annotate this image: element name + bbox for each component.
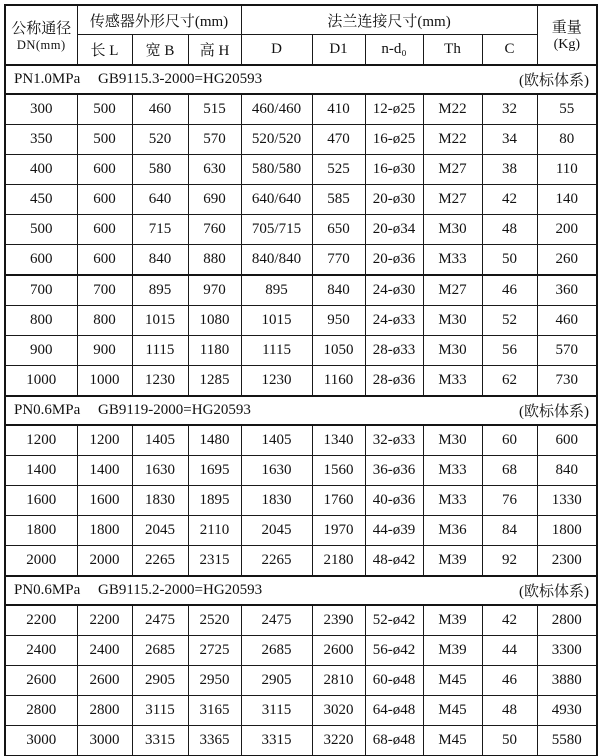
table-cell: 2800 bbox=[537, 605, 597, 636]
table-cell: 2600 bbox=[312, 636, 365, 666]
table-cell: 690 bbox=[188, 185, 241, 215]
table-cell: 1400 bbox=[5, 456, 77, 486]
table-cell: 1050 bbox=[312, 336, 365, 366]
table-cell: 840 bbox=[537, 456, 597, 486]
table-row-dn-3000 bbox=[5, 726, 597, 756]
table-cell: 32 bbox=[482, 94, 537, 125]
table-cell: 2045 bbox=[132, 516, 188, 546]
table-cell: 2905 bbox=[241, 666, 312, 696]
header-weight-unit: (Kg) bbox=[553, 37, 581, 52]
table-cell: M45 bbox=[423, 726, 482, 756]
table-cell: 1330 bbox=[537, 486, 597, 516]
section-header-cell bbox=[5, 576, 597, 605]
table-cell: 62 bbox=[482, 366, 537, 397]
section-header-row bbox=[5, 396, 597, 425]
header-nominal-diameter-label: 公称通径 bbox=[11, 20, 72, 37]
table-cell: 3165 bbox=[188, 696, 241, 726]
table-cell: 895 bbox=[241, 275, 312, 306]
table-cell: 840/840 bbox=[241, 245, 312, 276]
table-cell: 3315 bbox=[241, 726, 312, 756]
table-row-dn-1400 bbox=[5, 456, 597, 486]
table-cell: 1480 bbox=[188, 425, 241, 456]
table-row-dn-2400 bbox=[5, 636, 597, 666]
table-cell: 350 bbox=[5, 125, 77, 155]
table-cell: 3115 bbox=[132, 696, 188, 726]
table-cell: 700 bbox=[77, 275, 132, 306]
table-cell: 48-ø42 bbox=[365, 546, 423, 577]
table-cell: 1405 bbox=[132, 425, 188, 456]
table-cell: 2475 bbox=[241, 605, 312, 636]
table-cell: 1230 bbox=[241, 366, 312, 397]
table-cell: 840 bbox=[132, 245, 188, 276]
table-cell: 1600 bbox=[77, 486, 132, 516]
table-cell: M33 bbox=[423, 245, 482, 276]
table-cell: 1015 bbox=[132, 306, 188, 336]
table-cell: 580/580 bbox=[241, 155, 312, 185]
header-n-d0: n-d₀ bbox=[365, 35, 423, 66]
table-cell: M30 bbox=[423, 306, 482, 336]
table-cell: 600 bbox=[77, 155, 132, 185]
table-row-dn-2200 bbox=[5, 605, 597, 636]
table-cell: M27 bbox=[423, 185, 482, 215]
table-row-dn-500 bbox=[5, 215, 597, 245]
table-cell: 2200 bbox=[5, 605, 77, 636]
table-cell: 3020 bbox=[312, 696, 365, 726]
table-cell: 1405 bbox=[241, 425, 312, 456]
table-cell: M30 bbox=[423, 215, 482, 245]
table-cell: 1000 bbox=[77, 366, 132, 397]
table-cell: 640 bbox=[132, 185, 188, 215]
table-cell: 520/520 bbox=[241, 125, 312, 155]
header-c: C bbox=[482, 35, 537, 66]
table-cell: 400 bbox=[5, 155, 77, 185]
table-cell: 2685 bbox=[132, 636, 188, 666]
section-standard-label: GB9115.3-2000=HG20593 bbox=[98, 71, 263, 87]
table-cell: 40-ø36 bbox=[365, 486, 423, 516]
table-cell: M45 bbox=[423, 666, 482, 696]
table-cell: 20-ø36 bbox=[365, 245, 423, 276]
table-cell: 2390 bbox=[312, 605, 365, 636]
table-header bbox=[5, 5, 597, 65]
table-cell: 570 bbox=[188, 125, 241, 155]
table-cell: 1160 bbox=[312, 366, 365, 397]
table-cell: 705/715 bbox=[241, 215, 312, 245]
table-cell: 460 bbox=[537, 306, 597, 336]
table-cell: M27 bbox=[423, 275, 482, 306]
table-cell: 1115 bbox=[241, 336, 312, 366]
table-row-dn-700 bbox=[5, 275, 597, 306]
table-cell: 46 bbox=[482, 666, 537, 696]
table-cell: 630 bbox=[188, 155, 241, 185]
table-cell: 20-ø30 bbox=[365, 185, 423, 215]
table-cell: 2950 bbox=[188, 666, 241, 696]
table-cell: 3115 bbox=[241, 696, 312, 726]
table-cell: 3300 bbox=[537, 636, 597, 666]
table-row-dn-350 bbox=[5, 125, 597, 155]
table-cell: 2400 bbox=[77, 636, 132, 666]
table-cell: 92 bbox=[482, 546, 537, 577]
table-cell: 2400 bbox=[5, 636, 77, 666]
table-cell: 2810 bbox=[312, 666, 365, 696]
table-cell: M27 bbox=[423, 155, 482, 185]
table-cell: 2110 bbox=[188, 516, 241, 546]
table-cell: 300 bbox=[5, 94, 77, 125]
table-cell: 260 bbox=[537, 245, 597, 276]
table-cell: 16-ø25 bbox=[365, 125, 423, 155]
table-cell: 24-ø30 bbox=[365, 275, 423, 306]
table-cell: 38 bbox=[482, 155, 537, 185]
table-cell: 48 bbox=[482, 696, 537, 726]
table-cell: 56 bbox=[482, 336, 537, 366]
table-cell: M36 bbox=[423, 516, 482, 546]
section-note-label: (欧标体系) bbox=[519, 404, 589, 420]
table-cell: 3000 bbox=[5, 726, 77, 756]
table-cell: 3315 bbox=[132, 726, 188, 756]
table-cell: 500 bbox=[77, 125, 132, 155]
table-cell: 110 bbox=[537, 155, 597, 185]
table-cell: 770 bbox=[312, 245, 365, 276]
table-cell: 1340 bbox=[312, 425, 365, 456]
table-cell: 3000 bbox=[77, 726, 132, 756]
header-row-groups bbox=[5, 5, 597, 35]
table-cell: 34 bbox=[482, 125, 537, 155]
table-cell: 84 bbox=[482, 516, 537, 546]
table-cell: 1285 bbox=[188, 366, 241, 397]
table-cell: 1200 bbox=[77, 425, 132, 456]
header-d: D bbox=[241, 35, 312, 66]
table-cell: 3220 bbox=[312, 726, 365, 756]
table-cell: 895 bbox=[132, 275, 188, 306]
table-cell: 140 bbox=[537, 185, 597, 215]
table-cell: 970 bbox=[188, 275, 241, 306]
table-cell: 60-ø48 bbox=[365, 666, 423, 696]
table-cell: 2200 bbox=[77, 605, 132, 636]
header-length: 长 L bbox=[77, 35, 132, 66]
table-cell: 460 bbox=[132, 94, 188, 125]
table-cell: 1630 bbox=[132, 456, 188, 486]
table-cell: 20-ø34 bbox=[365, 215, 423, 245]
table-row-dn-2800 bbox=[5, 696, 597, 726]
section-pressure-label: PN1.0MPa bbox=[14, 71, 81, 87]
table-cell: 4930 bbox=[537, 696, 597, 726]
table-cell: 2600 bbox=[77, 666, 132, 696]
table-cell: 1800 bbox=[5, 516, 77, 546]
table-cell: 2000 bbox=[5, 546, 77, 577]
table-cell: 515 bbox=[188, 94, 241, 125]
table-cell: 360 bbox=[537, 275, 597, 306]
table-cell: 1200 bbox=[5, 425, 77, 456]
table-cell: 700 bbox=[5, 275, 77, 306]
table-cell: 1800 bbox=[77, 516, 132, 546]
table-cell: 28-ø33 bbox=[365, 336, 423, 366]
table-cell: 880 bbox=[188, 245, 241, 276]
table-cell: 56-ø42 bbox=[365, 636, 423, 666]
table-cell: 650 bbox=[312, 215, 365, 245]
table-cell: M30 bbox=[423, 336, 482, 366]
table-cell: 52 bbox=[482, 306, 537, 336]
section-standard-label: GB9115.2-2000=HG20593 bbox=[98, 582, 263, 598]
table-cell: 46 bbox=[482, 275, 537, 306]
table-cell: 1080 bbox=[188, 306, 241, 336]
table-cell: 570 bbox=[537, 336, 597, 366]
header-sensor-dimensions-group: 传感器外形尺寸(mm) bbox=[77, 5, 241, 35]
table-cell: 42 bbox=[482, 605, 537, 636]
table-cell: 50 bbox=[482, 726, 537, 756]
table-cell: 2600 bbox=[5, 666, 77, 696]
table-cell: 68-ø48 bbox=[365, 726, 423, 756]
table-cell: 460/460 bbox=[241, 94, 312, 125]
table-cell: 470 bbox=[312, 125, 365, 155]
table-row-dn-600 bbox=[5, 245, 597, 276]
table-row-dn-400 bbox=[5, 155, 597, 185]
header-nominal-diameter bbox=[5, 5, 77, 65]
table-cell: 840 bbox=[312, 275, 365, 306]
table-cell: 2725 bbox=[188, 636, 241, 666]
table-cell: 1895 bbox=[188, 486, 241, 516]
table-row-dn-1800 bbox=[5, 516, 597, 546]
table-cell: M39 bbox=[423, 605, 482, 636]
table-cell: 1830 bbox=[241, 486, 312, 516]
table-cell: 900 bbox=[77, 336, 132, 366]
table-cell: 1015 bbox=[241, 306, 312, 336]
section-header-cell bbox=[5, 396, 597, 425]
table-cell: 50 bbox=[482, 245, 537, 276]
table-cell: 1760 bbox=[312, 486, 365, 516]
header-weight bbox=[537, 5, 597, 65]
table-row-dn-2000 bbox=[5, 546, 597, 577]
table-row-dn-800 bbox=[5, 306, 597, 336]
table-cell: 3880 bbox=[537, 666, 597, 696]
table-cell: M33 bbox=[423, 456, 482, 486]
header-nominal-diameter-unit: DN(mm) bbox=[16, 37, 66, 52]
table-cell: 410 bbox=[312, 94, 365, 125]
table-cell: 2265 bbox=[132, 546, 188, 577]
header-flange-dimensions-group: 法兰连接尺寸(mm) bbox=[241, 5, 537, 35]
section-header-row bbox=[5, 65, 597, 94]
table-row-dn-450 bbox=[5, 185, 597, 215]
section-standard-label: GB9119-2000=HG20593 bbox=[98, 402, 251, 418]
table-cell: 1180 bbox=[188, 336, 241, 366]
table-cell: 900 bbox=[5, 336, 77, 366]
section-pressure-label: PN0.6MPa bbox=[14, 582, 81, 598]
table-cell: 32-ø33 bbox=[365, 425, 423, 456]
table-cell: 5580 bbox=[537, 726, 597, 756]
table-cell: 580 bbox=[132, 155, 188, 185]
table-cell: 730 bbox=[537, 366, 597, 397]
table-cell: 1800 bbox=[537, 516, 597, 546]
header-d1: D1 bbox=[312, 35, 365, 66]
table-cell: 2045 bbox=[241, 516, 312, 546]
table-cell: 44-ø39 bbox=[365, 516, 423, 546]
section-pressure-label: PN0.6MPa bbox=[14, 402, 81, 418]
table-cell: 1630 bbox=[241, 456, 312, 486]
table-cell: M39 bbox=[423, 636, 482, 666]
table-cell: 2475 bbox=[132, 605, 188, 636]
dimension-spec-table bbox=[4, 4, 598, 756]
table-cell: 1970 bbox=[312, 516, 365, 546]
table-cell: 1830 bbox=[132, 486, 188, 516]
table-cell: M33 bbox=[423, 366, 482, 397]
table-cell: 800 bbox=[5, 306, 77, 336]
table-cell: 585 bbox=[312, 185, 365, 215]
table-cell: 600 bbox=[77, 185, 132, 215]
table-cell: 760 bbox=[188, 215, 241, 245]
table-cell: 600 bbox=[537, 425, 597, 456]
table-cell: 2905 bbox=[132, 666, 188, 696]
section-note-label: (欧标体系) bbox=[519, 584, 589, 600]
header-height: 高 H bbox=[188, 35, 241, 66]
table-cell: 2685 bbox=[241, 636, 312, 666]
table-cell: M22 bbox=[423, 94, 482, 125]
table-cell: M33 bbox=[423, 486, 482, 516]
header-th: Th bbox=[423, 35, 482, 66]
table-cell: 16-ø30 bbox=[365, 155, 423, 185]
table-cell: 1230 bbox=[132, 366, 188, 397]
table-cell: 1560 bbox=[312, 456, 365, 486]
table-cell: 42 bbox=[482, 185, 537, 215]
table-cell: 500 bbox=[5, 215, 77, 245]
table-cell: 500 bbox=[77, 94, 132, 125]
table-cell: 2000 bbox=[77, 546, 132, 577]
table-cell: 715 bbox=[132, 215, 188, 245]
table-cell: 64-ø48 bbox=[365, 696, 423, 726]
table-cell: 600 bbox=[77, 215, 132, 245]
table-cell: 950 bbox=[312, 306, 365, 336]
table-cell: 55 bbox=[537, 94, 597, 125]
table-cell: 60 bbox=[482, 425, 537, 456]
header-weight-label: 重量 bbox=[551, 20, 582, 36]
table-cell: 600 bbox=[5, 245, 77, 276]
table-cell: M22 bbox=[423, 125, 482, 155]
table-cell: 2315 bbox=[188, 546, 241, 577]
table-cell: 800 bbox=[77, 306, 132, 336]
section-header-cell bbox=[5, 65, 597, 94]
table-cell: 450 bbox=[5, 185, 77, 215]
table-cell: 80 bbox=[537, 125, 597, 155]
table-cell: 1400 bbox=[77, 456, 132, 486]
table-cell: 12-ø25 bbox=[365, 94, 423, 125]
table-cell: 48 bbox=[482, 215, 537, 245]
table-cell: 36-ø36 bbox=[365, 456, 423, 486]
table-cell: 525 bbox=[312, 155, 365, 185]
header-row-subcolumns bbox=[5, 35, 597, 66]
table-cell: 1115 bbox=[132, 336, 188, 366]
table-cell: 2180 bbox=[312, 546, 365, 577]
table-cell: 520 bbox=[132, 125, 188, 155]
table-cell: 2520 bbox=[188, 605, 241, 636]
table-cell: 2800 bbox=[5, 696, 77, 726]
table-cell: 600 bbox=[77, 245, 132, 276]
table-cell: M45 bbox=[423, 696, 482, 726]
table-cell: 76 bbox=[482, 486, 537, 516]
table-row-dn-900 bbox=[5, 336, 597, 366]
table-cell: 24-ø33 bbox=[365, 306, 423, 336]
table-cell: 1000 bbox=[5, 366, 77, 397]
table-row-dn-1600 bbox=[5, 486, 597, 516]
table-cell: 1695 bbox=[188, 456, 241, 486]
table-row-dn-1200 bbox=[5, 425, 597, 456]
section-header-row bbox=[5, 576, 597, 605]
table-cell: 68 bbox=[482, 456, 537, 486]
table-row-dn-300 bbox=[5, 94, 597, 125]
table-cell: 44 bbox=[482, 636, 537, 666]
table-cell: M39 bbox=[423, 546, 482, 577]
table-cell: 1600 bbox=[5, 486, 77, 516]
table-cell: M30 bbox=[423, 425, 482, 456]
header-width: 宽 B bbox=[132, 35, 188, 66]
table-cell: 3365 bbox=[188, 726, 241, 756]
table-cell: 28-ø36 bbox=[365, 366, 423, 397]
table-cell: 2800 bbox=[77, 696, 132, 726]
table-cell: 640/640 bbox=[241, 185, 312, 215]
table-cell: 52-ø42 bbox=[365, 605, 423, 636]
table-row-dn-2600 bbox=[5, 666, 597, 696]
table-cell: 2265 bbox=[241, 546, 312, 577]
table-cell: 200 bbox=[537, 215, 597, 245]
section-note-label: (欧标体系) bbox=[519, 73, 589, 89]
table-cell: 2300 bbox=[537, 546, 597, 577]
table-body bbox=[5, 65, 597, 756]
table-row-dn-1000 bbox=[5, 366, 597, 397]
